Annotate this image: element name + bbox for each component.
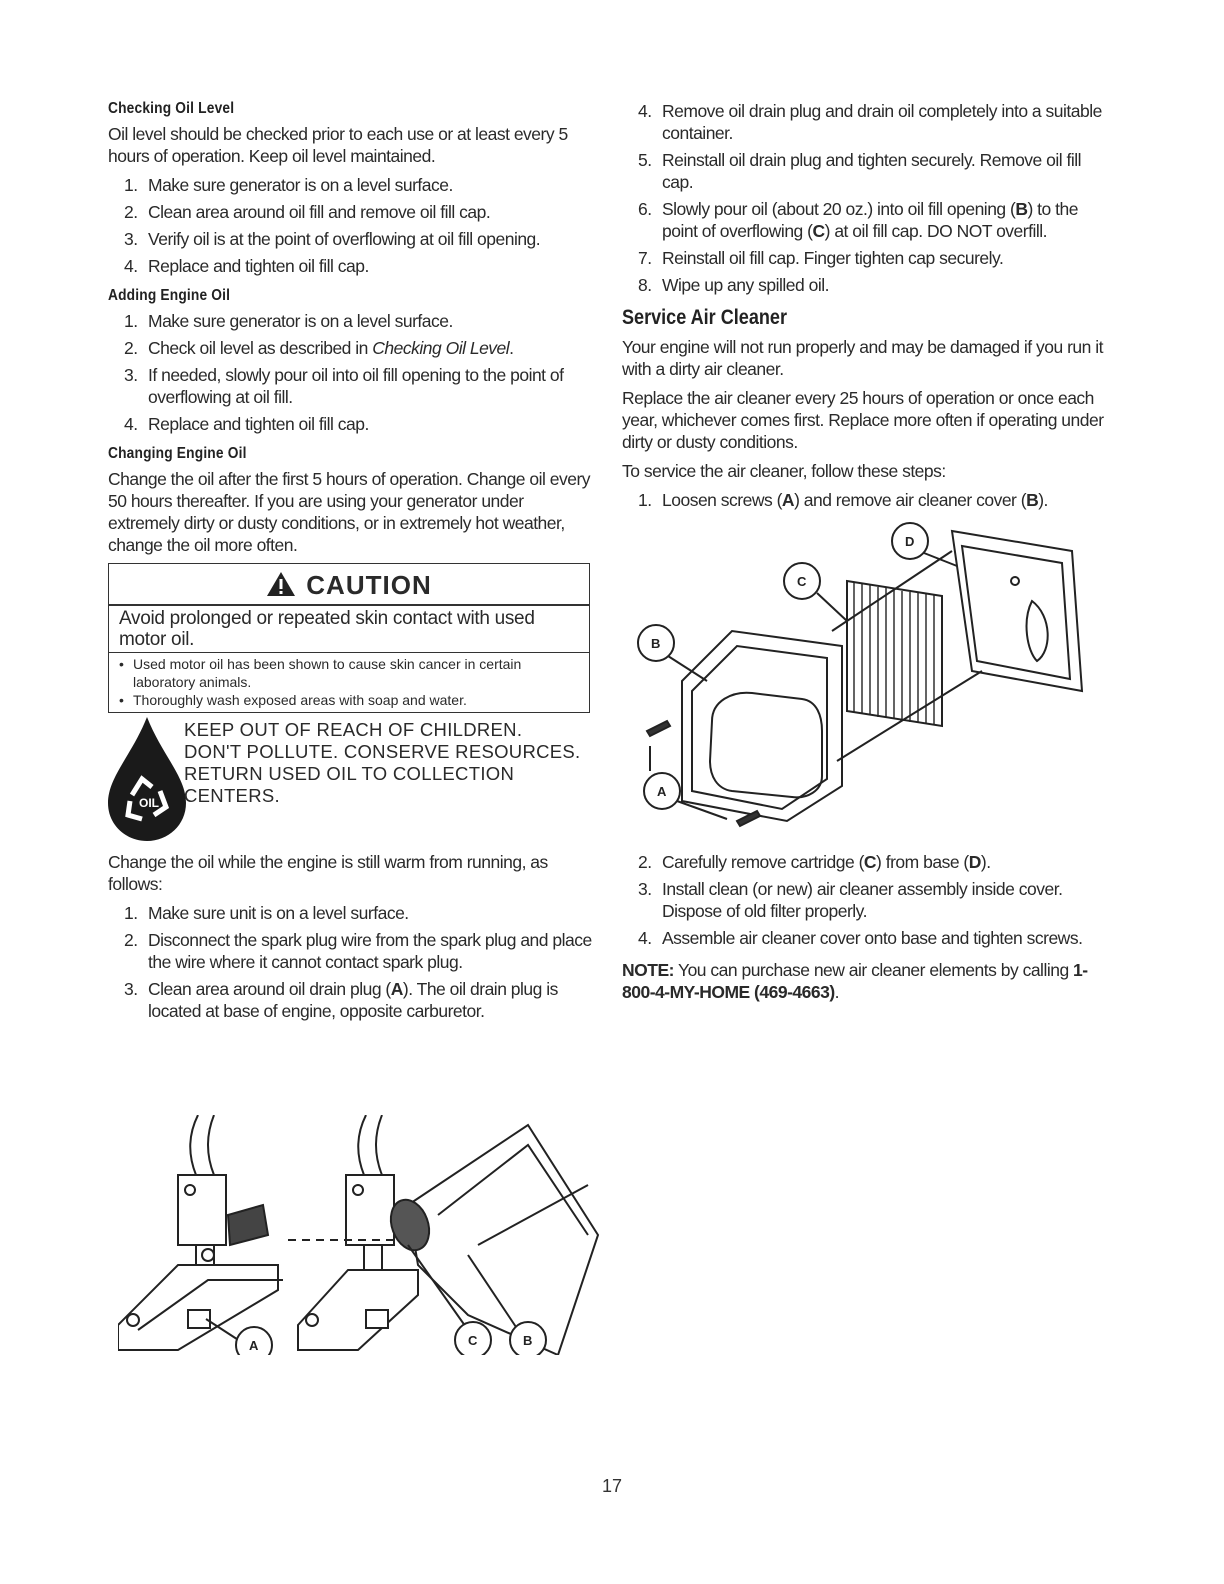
- right-column: [622, 100, 1108, 1010]
- list-item: 1. Make sure unit is on a level surface.: [124, 903, 409, 923]
- caution-bullet: • Thoroughly wash exposed areas with soap and water.: [119, 691, 581, 709]
- changing-oil-intro: Change the oil after the first 5 hours of operation. Change oil every 50 hours thereafter. If you are using your generator under extremely dirty or dusty conditions, or in extremely hot weather, change the oil more often.: [108, 469, 591, 555]
- changing-oil-heading: Changing Engine Oil: [108, 445, 247, 462]
- list-item: 7. Reinstall oil fill cap. Finger tighten cap securely.: [638, 248, 1004, 268]
- list-item: 4. Replace and tighten oil fill cap.: [124, 256, 369, 276]
- recycle-text: KEEP OUT OF REACH OF CHILDREN. DON'T POLLUTE. CONSERVE RESOURCES. RETURN USED OIL TO COLLECTION CENTERS.: [184, 719, 581, 806]
- list-item: 3. If needed, slowly pour oil into oil fill opening to the point of overflowing at oil fill.: [124, 365, 564, 407]
- checking-oil-heading: Checking Oil Level: [108, 100, 235, 117]
- list-item: 6. Slowly pour oil (about 20 oz.) into oil fill opening (B) to the point of overflowing (C) at oil fill cap. DO NOT overfill.: [638, 199, 1078, 241]
- air-cleaner-illustration: [622, 521, 1108, 851]
- air-cleaner-step-1: [622, 489, 1108, 511]
- air-cleaner-steps-2-4: [622, 851, 1108, 949]
- svg-text:C: C: [797, 574, 807, 589]
- list-item: 2. Check oil level as described in Checking Oil Level.: [124, 338, 514, 358]
- caution-title: CAUTION: [306, 570, 432, 600]
- warning-triangle-icon: [266, 571, 296, 604]
- change-oil-steps: [108, 902, 592, 1022]
- page-number: 17: [601, 1476, 623, 1496]
- list-item: 1. Loosen screws (A) and remove air cleaner cover (B).: [638, 490, 1048, 510]
- list-item: 4. Assemble air cleaner cover onto base and tighten screws.: [638, 928, 1083, 948]
- checking-oil-steps: [108, 174, 592, 277]
- list-item: 2. Disconnect the spark plug wire from the spark plug and place the wire where it cannot contact spark plug.: [124, 930, 592, 972]
- air-cleaner-p1: Your engine will not run properly and may be damaged if you run it with a dirty air cleaner.: [622, 337, 1103, 379]
- air-cleaner-p2: Replace the air cleaner every 25 hours of operation or once each year, whichever comes first. Replace more often if operating under dirty or dusty conditions.: [622, 388, 1104, 452]
- adding-oil-heading: Adding Engine Oil: [108, 287, 231, 304]
- caution-main-text: Avoid prolonged or repeated skin contact with used motor oil.: [109, 606, 589, 653]
- caution-bullets: [109, 653, 589, 712]
- checking-oil-intro: Oil level should be checked prior to each use or at least every 5 hours of operation. Keep oil level maintained.: [108, 124, 568, 166]
- oil-recycle-drop-icon: [102, 715, 192, 850]
- list-item: 3. Verify oil is at the point of overflowing at oil fill opening.: [124, 229, 541, 249]
- oil-fill-illustration: [118, 1115, 608, 1360]
- svg-text:A: A: [249, 1338, 259, 1353]
- list-item: 3. Clean area around oil drain plug (A). The oil drain plug is located at base of engine, opposite carburetor.: [124, 979, 558, 1021]
- drain-oil-steps: [622, 100, 1108, 296]
- list-item: 4. Remove oil drain plug and drain oil completely into a suitable container.: [638, 101, 1102, 143]
- svg-text:OIL: OIL: [139, 796, 159, 810]
- recycle-notice: [108, 719, 592, 847]
- svg-text:C: C: [468, 1333, 478, 1348]
- svg-text:B: B: [651, 636, 661, 651]
- caution-bullet: • Used motor oil has been shown to cause skin cancer in certain laboratory animals.: [119, 655, 581, 691]
- adding-oil-steps: [108, 310, 592, 435]
- svg-text:A: A: [657, 784, 667, 799]
- list-item: 8. Wipe up any spilled oil.: [638, 275, 829, 295]
- air-cleaner-note: NOTE: You can purchase new air cleaner elements by calling 1-800-4-MY-HOME (469-4663).: [622, 960, 1088, 1002]
- list-item: 3. Install clean (or new) air cleaner assembly inside cover. Dispose of old filter properly.: [638, 879, 1063, 921]
- list-item: 5. Reinstall oil drain plug and tighten securely. Remove oil fill cap.: [638, 150, 1082, 192]
- service-air-cleaner-heading: Service Air Cleaner: [622, 306, 787, 329]
- svg-text:D: D: [905, 534, 915, 549]
- list-item: 2. Carefully remove cartridge (C) from base (D).: [638, 852, 991, 872]
- list-item: 1. Make sure generator is on a level surface.: [124, 175, 453, 195]
- change-oil-intro: Change the oil while the engine is still warm from running, as follows:: [108, 852, 548, 894]
- air-cleaner-p3: To service the air cleaner, follow these steps:: [622, 461, 946, 481]
- caution-header: [109, 564, 589, 606]
- left-column: [108, 100, 592, 1353]
- svg-text:B: B: [523, 1333, 533, 1348]
- list-item: 2. Clean area around oil fill and remove oil fill cap.: [124, 202, 491, 222]
- list-item: 1. Make sure generator is on a level surface.: [124, 311, 453, 331]
- caution-box: [108, 563, 590, 713]
- list-item: 4. Replace and tighten oil fill cap.: [124, 414, 369, 434]
